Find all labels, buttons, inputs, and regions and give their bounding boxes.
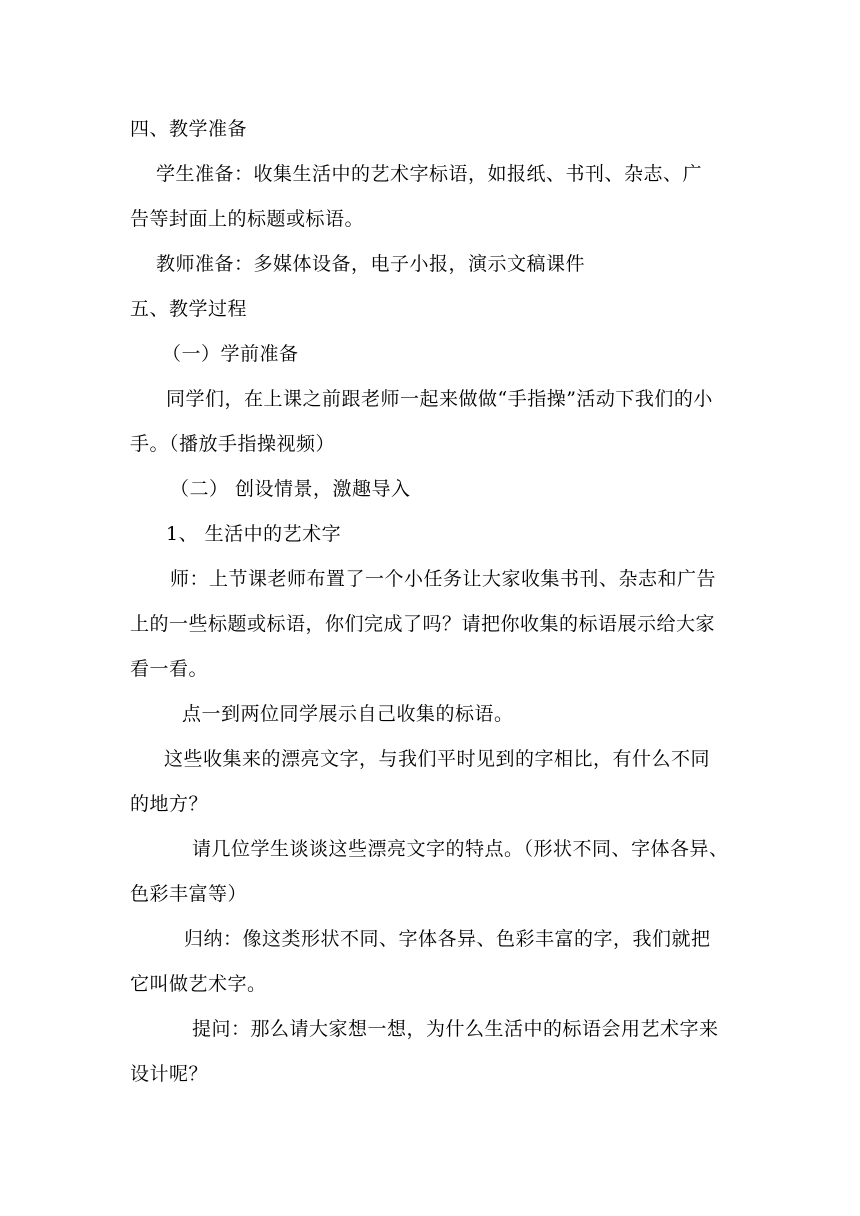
paragraph-line: 点一到两位同学展示自己收集的标语。 <box>182 703 514 725</box>
paragraph-line: 它叫做艺术字。 <box>130 973 267 995</box>
paragraph-line: 同学们，在上课之前跟老师一起来做做“手指操”活动下我们的小 <box>166 388 713 410</box>
paragraph-line: 教师准备：多媒体设备，电子小报，演示文稿课件 <box>156 253 586 275</box>
paragraph-line: 归纳：像这类形状不同、字体各异、色彩丰富的字，我们就把 <box>184 928 711 950</box>
paragraph-line: 师：上节课老师布置了一个小任务让大家收集书刊、杂志和广告 <box>170 568 717 590</box>
paragraph-line: 设计呢？ <box>130 1063 209 1085</box>
paragraph-line: 色彩丰富等） <box>130 883 248 905</box>
paragraph-line: 的地方？ <box>130 793 209 815</box>
paragraph-line: 这些收集来的漂亮文字，与我们平时见到的字相比，有什么不同 <box>164 748 711 770</box>
section-heading-preparation: 四、教学准备 <box>130 118 248 140</box>
paragraph-line: 手。（播放手指操视频） <box>130 433 336 455</box>
paragraph-line: 看一看。 <box>130 658 209 680</box>
paragraph-line: 告等封面上的标题或标语。 <box>130 208 365 230</box>
paragraph-line: 提问：那么请大家想一想，为什么生活中的标语会用艺术字来 <box>192 1018 719 1040</box>
paragraph-line: 请几位学生谈谈这些漂亮文字的特点。（形状不同、字体各异、 <box>192 838 729 860</box>
subsection-heading: （一）学前准备 <box>162 343 299 365</box>
subsection-heading: （二） 创设情景，激趣导入 <box>170 478 411 500</box>
paragraph-line: 上的一些标题或标语，你们完成了吗？请把你收集的标语展示给大家 <box>130 613 716 635</box>
paragraph-line: 学生准备：收集生活中的艺术字标语，如报纸、书刊、杂志、广 <box>156 163 703 185</box>
section-heading-process: 五、教学过程 <box>130 298 248 320</box>
numbered-heading: 1、 生活中的艺术字 <box>166 523 342 545</box>
